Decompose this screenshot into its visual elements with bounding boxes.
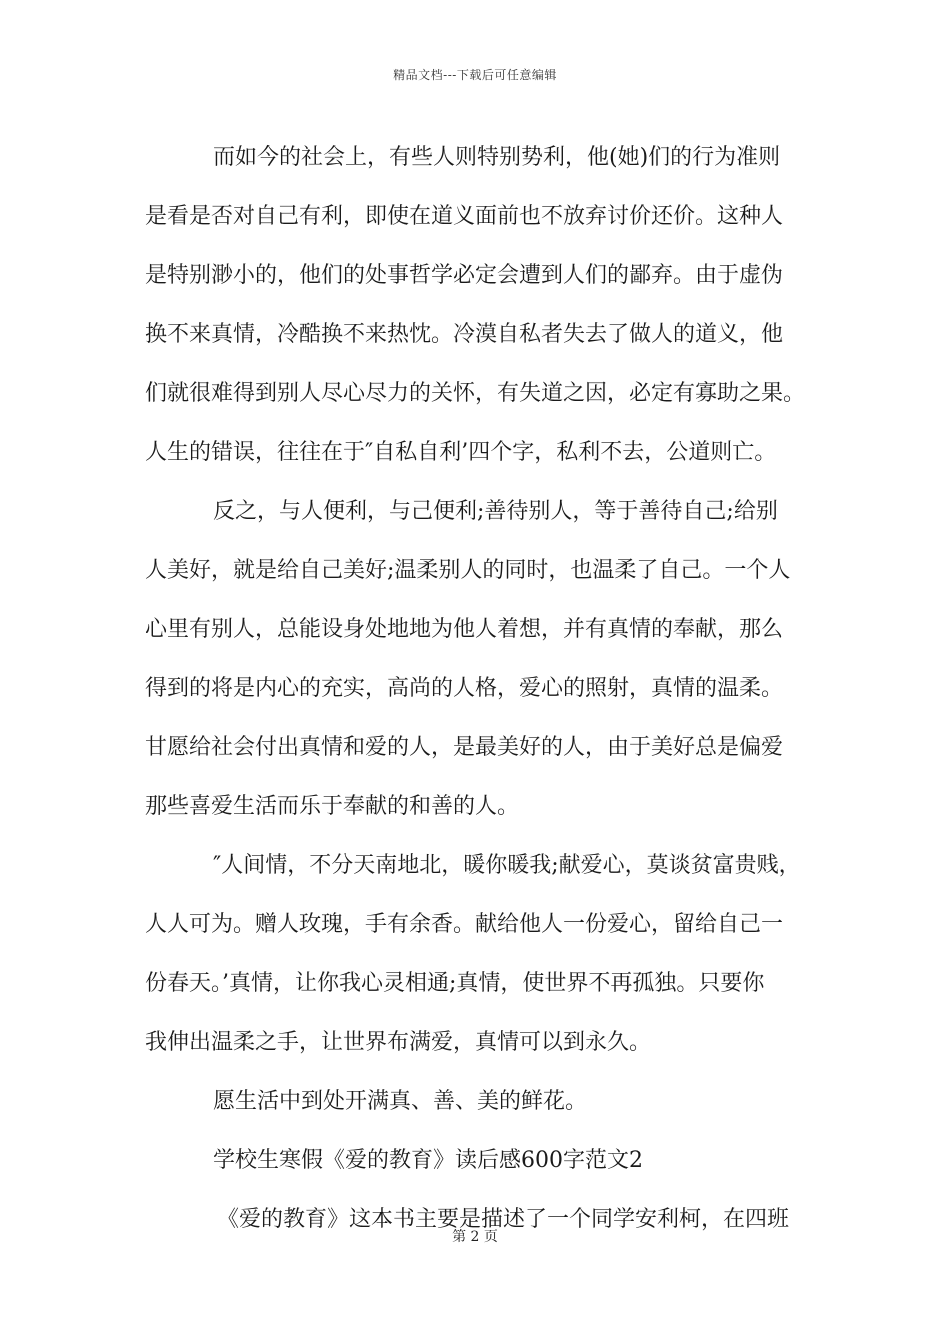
text-line: 换不来真情，冷酷换不来热忱。冷漠自私者失去了做人的道义，他 bbox=[145, 322, 784, 347]
text-line: 甘愿给社会付出真情和爱的人，是最美好的人，由于美好总是偏爱 bbox=[145, 735, 784, 760]
text-line: 人人可为。赠人玫瑰，手有余香。献给他人一份爱心，留给自己一 bbox=[145, 912, 784, 937]
section-heading: 学校生寒假《爱的教育》读后感600字范文2 bbox=[213, 1148, 643, 1173]
page-header: 精品文档---下载后可任意编辑 bbox=[393, 68, 557, 82]
text-line: 份春天。’真情，让你我心灵相通;真情，使世界不再孤独。只要你 bbox=[145, 971, 765, 996]
page-number: 第 2 页 bbox=[452, 1229, 498, 1245]
text-line: 人美好，就是给自己美好;温柔别人的同时，也温柔了自己。一个人 bbox=[145, 558, 791, 583]
text-line: 们就很难得到别人尽心尽力的关怀，有失道之因，必定有寡助之果。 bbox=[145, 381, 806, 406]
text-line: 人生的错误，往往在于″自私自利’四个字，私利不去，公道则亡。 bbox=[145, 440, 777, 465]
document-body bbox=[145, 128, 825, 1249]
text-line: 是特别渺小的，他们的处事哲学必定会遭到人们的鄙弃。由于虚伪 bbox=[145, 263, 784, 288]
text-line: 是看是否对自己有利，即使在道义面前也不放弃讨价还价。这种人 bbox=[145, 204, 784, 229]
text-line: 我伸出温柔之手，让世界布满爱，真情可以到永久。 bbox=[145, 1030, 652, 1055]
text-line: 心里有别人，总能设身处地地为他人着想，并有真情的奉献，那么 bbox=[145, 617, 784, 642]
text-line: 得到的将是内心的充实，高尚的人格，爱心的照射，真情的温柔。 bbox=[145, 676, 784, 701]
text-line: 《爱的教育》这本书主要是描述了一个同学安利柯，在四班 bbox=[217, 1207, 790, 1232]
text-line: 那些喜爱生活而乐于奉献的和善的人。 bbox=[145, 794, 520, 819]
text-line: 愿生活中到处开满真、善、美的鲜花。 bbox=[213, 1089, 588, 1114]
text-line: ″人间情，不分天南地北，暖你暖我;献爱心，莫谈贫富贵贱， bbox=[213, 853, 801, 878]
text-line: 而如今的社会上，有些人则特别势利，他(她)们的行为准则 bbox=[213, 145, 781, 170]
text-line: 反之，与人便利，与己便利;善待别人，等于善待自己;给别 bbox=[213, 499, 778, 524]
